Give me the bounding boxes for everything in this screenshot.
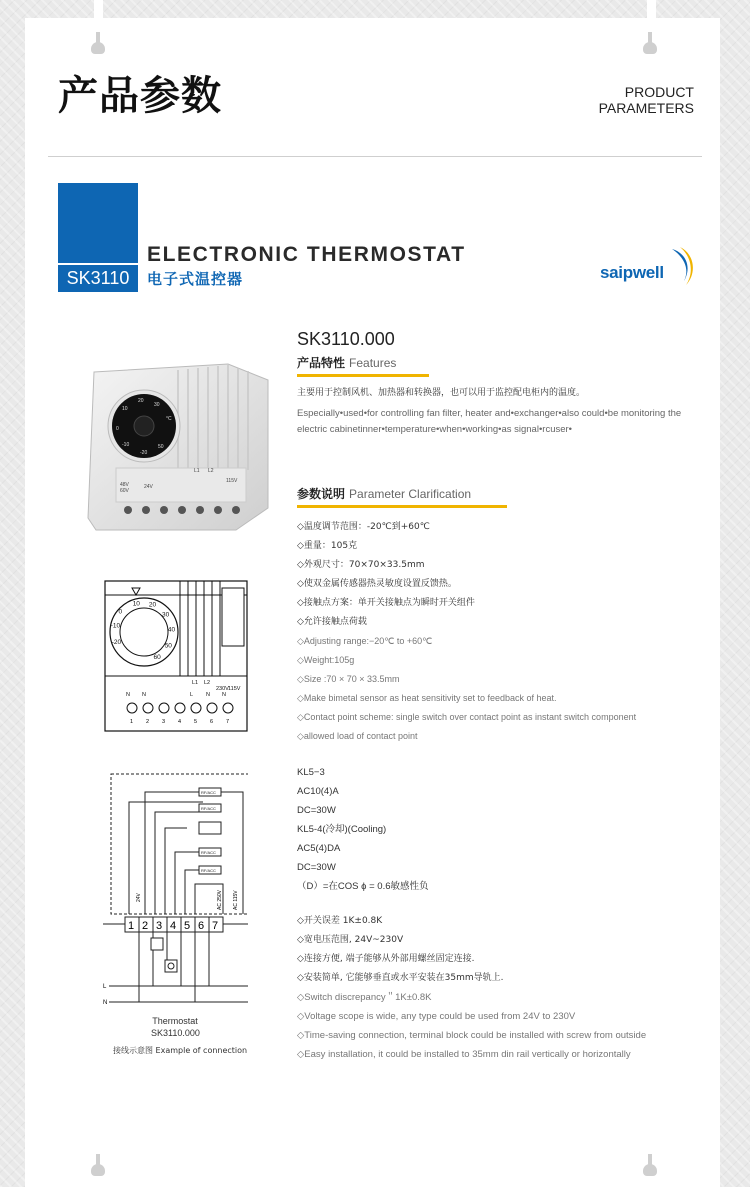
parameters-heading-cn: 参数说明 — [297, 487, 346, 501]
dial-scale-label: 30 — [162, 611, 170, 619]
terminal-top-label: 115V — [228, 686, 241, 692]
dial-scale-label: -20 — [111, 638, 122, 646]
header-divider — [48, 156, 702, 157]
list-item: KL5−3 — [297, 767, 325, 778]
dial-scale-label: 40 — [167, 626, 176, 634]
connection-caption: 接线示意图 Example of connection — [113, 1046, 248, 1055]
parameters-underline — [297, 505, 507, 508]
list-item: ◇Voltage scope is wide, any type could be used from 24V to 230V — [297, 1011, 576, 1022]
list-item: ◇Time-saving connection, terminal block could be installed with screw from outside — [297, 1030, 647, 1041]
page-title-en — [554, 84, 694, 116]
diagram-caption — [151, 1015, 199, 1039]
rail-n-label: N — [103, 1000, 108, 1006]
list-item: DC=30W — [297, 805, 336, 816]
terminal-number: 5 — [184, 920, 191, 932]
svg-text:L1: L1 — [194, 468, 200, 474]
terminal-number: 1 — [130, 719, 134, 725]
binder-ring-bottom-right — [640, 1154, 660, 1176]
product-photo — [86, 358, 272, 536]
list-item: ◇允许接触点荷载 — [297, 617, 367, 627]
terminal-screw — [175, 703, 185, 713]
page-title-en-line1: PRODUCT — [624, 84, 694, 100]
svg-text:50: 50 — [158, 444, 164, 450]
list-item: AC5(4)DA — [297, 843, 341, 854]
blue-block — [58, 183, 138, 263]
features-text-cn: 主要用于控制风机、加热器和转换器，也可以用于监控配电柜内的温度。 — [297, 388, 586, 398]
parameters-heading — [297, 485, 471, 502]
terminal-number: 4 — [170, 920, 177, 932]
list-item: ◇Weight:105g — [297, 655, 355, 665]
terminal-screw — [127, 703, 137, 713]
list-item: ◇Easy installation, it could be installed to 35mm din rail vertically or horizontally — [297, 1049, 631, 1060]
terminal-screw — [191, 703, 201, 713]
list-item: ◇Size :70 × 70 × 33.5mm — [297, 674, 400, 684]
caption-line2: SK3110.000 — [151, 1028, 200, 1038]
list-item: ◇温度调节范围：-20℃到+60℃ — [297, 522, 430, 532]
list-item: ◇Switch discrepancy＂1K±0.8K — [297, 992, 432, 1003]
binder-rail-left — [94, 0, 103, 18]
list-item: （D）=在COS ϕ = 0.6敏感性负 — [297, 881, 429, 892]
svg-text:-10: -10 — [122, 442, 130, 448]
page-title-en-line2: PARAMETERS — [598, 100, 694, 116]
features-underline — [297, 374, 429, 377]
contact-load-list — [297, 763, 429, 896]
list-item: ◇宽电压范围, 24V~230V — [297, 935, 404, 945]
page-title: 产品参数 — [58, 73, 222, 119]
terminal-top-label: L2 — [204, 680, 211, 686]
dial-scale-label: 60 — [153, 654, 161, 662]
label-ac250: AC 250V — [217, 889, 223, 910]
dial-scale-label: 20 — [148, 601, 157, 609]
list-item: ◇接触点方案：单开关接触点为瞬时开关组件 — [297, 598, 475, 608]
rail-l-label: L — [103, 984, 107, 990]
brand-logo — [600, 245, 696, 289]
terminal-label: N — [206, 692, 210, 698]
binder-ring-top-left — [88, 32, 108, 54]
terminal-screw — [207, 703, 217, 713]
svg-text:°C: °C — [166, 416, 172, 422]
list-item: ◇使双金属传感器热灵敏度设置反馈热。 — [297, 579, 457, 589]
terminal-screw — [223, 703, 233, 713]
terminal-number: 1 — [128, 920, 135, 932]
svg-text:-20: -20 — [140, 450, 148, 456]
terminal-top-label: L1 — [192, 680, 199, 686]
svg-text:115V: 115V — [226, 478, 238, 484]
list-item: ◇Adjusting range:−20℃ to +60℃ — [297, 636, 433, 646]
list-item: ◇安装简单, 它能够垂直或水平安装在35mm导轨上. — [297, 973, 504, 983]
list-item: ◇Contact point scheme: single switch over contact point as instant switch component — [297, 712, 637, 722]
svg-text:30: 30 — [154, 402, 160, 408]
terminal-number: 2 — [142, 920, 149, 932]
dial-scale-label: -10 — [110, 622, 121, 630]
dial-scale-label: 0 — [118, 608, 123, 616]
terminal-top-label: 230V — [216, 686, 229, 692]
model-badge: SK3110 — [58, 265, 138, 292]
terminal-number: 4 — [178, 719, 182, 725]
features-heading — [297, 354, 396, 371]
caption-line1: Thermostat — [152, 1016, 198, 1026]
device-label: RF/ACC — [201, 806, 216, 811]
brand-name: saipwell — [600, 263, 664, 282]
svg-text:60V: 60V — [120, 488, 129, 494]
product-name-cn: 电子式温控器 — [147, 270, 244, 288]
list-item: DC=30W — [297, 862, 336, 873]
label-24v: 24V — [136, 893, 142, 902]
device-label: RF/ACC — [201, 790, 216, 795]
svg-text:0: 0 — [116, 426, 119, 432]
wiring-diagram — [103, 772, 248, 1012]
terminal-screw — [143, 703, 153, 713]
features-heading-en: Features — [349, 356, 397, 370]
features-heading-cn: 产品特性 — [297, 356, 346, 370]
parameter-list — [297, 518, 636, 746]
label-ac115: AC 115V — [233, 890, 239, 910]
binder-rail-right — [647, 0, 656, 18]
terminal-number: 2 — [146, 719, 150, 725]
terminal-label: L — [190, 692, 194, 698]
device-label: RF/ACC — [201, 850, 216, 855]
dial-scale-label: 10 — [132, 600, 140, 608]
dial-scale-label: 50 — [164, 642, 172, 650]
list-item: ◇开关误差 1K±0.8K — [297, 916, 383, 926]
front-view-drawing — [104, 578, 249, 734]
list-item: ◇连接方便, 端子能够从外部用螺丝固定连接. — [297, 954, 475, 964]
product-name-en: ELECTRONIC THERMOSTAT — [147, 243, 466, 266]
list-item: ◇allowed load of contact point — [297, 731, 418, 741]
terminal-number: 7 — [212, 920, 219, 932]
terminal-number: 3 — [156, 920, 163, 932]
svg-text:10: 10 — [122, 406, 128, 412]
list-item: ◇重量：105克 — [297, 541, 358, 551]
list-item: KL5-4(冷却)(Cooling) — [297, 824, 387, 835]
terminal-number: 7 — [226, 719, 230, 725]
svg-text:L2: L2 — [208, 468, 214, 474]
binder-ring-top-right — [640, 32, 660, 54]
svg-text:48V: 48V — [120, 482, 129, 488]
features-text-en: Especially•used•for controlling fan filter, heater and•exchanger•also could•be monitoring the electric cabinetinner•temperature•when•working•as signal•rcuser• — [297, 408, 682, 435]
list-item: ◇外观尺寸：70×70×33.5mm — [297, 560, 425, 570]
svg-text:24V: 24V — [144, 484, 153, 490]
terminal-number: 6 — [210, 719, 214, 725]
terminal-label: N — [222, 692, 226, 698]
list-item: ◇Make bimetal sensor as heat sensitivity set to feedback of heat. — [297, 693, 557, 703]
parameters-heading-en: Parameter Clarification — [349, 487, 472, 501]
terminal-screw — [159, 703, 169, 713]
terminal-label: N — [142, 692, 146, 698]
binder-ring-bottom-left — [88, 1154, 108, 1176]
list-item: AC10(4)A — [297, 786, 339, 797]
model-number: SK3110.000 — [297, 329, 395, 349]
extra-features-list — [297, 912, 646, 1064]
terminal-label: N — [126, 692, 130, 698]
terminal-number: 6 — [198, 920, 205, 932]
device-label: RF/ACC — [201, 868, 216, 873]
svg-text:20: 20 — [138, 398, 144, 404]
terminal-number: 3 — [162, 719, 166, 725]
terminal-number: 5 — [194, 719, 198, 725]
